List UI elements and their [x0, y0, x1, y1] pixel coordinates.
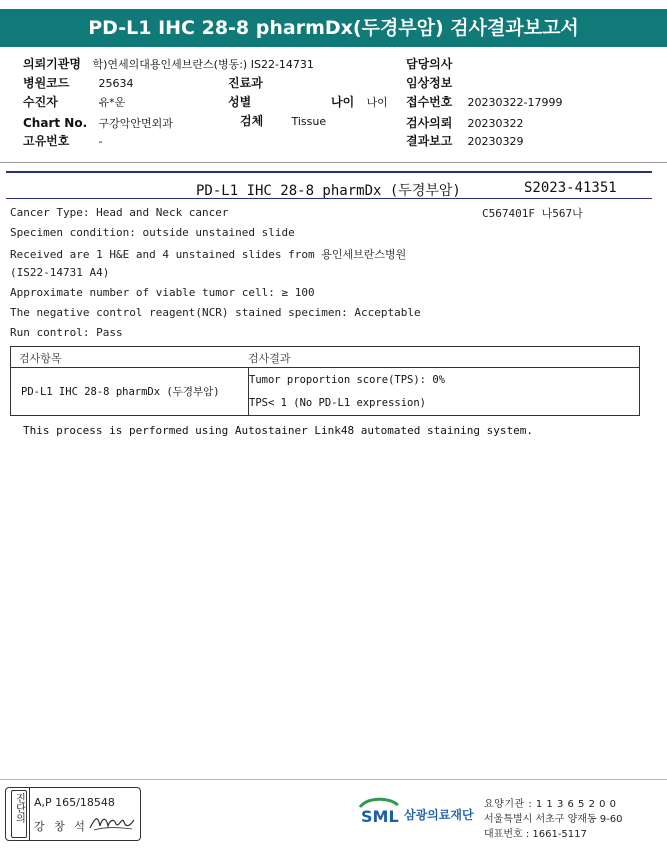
- stamp-label: [11, 790, 27, 838]
- chart-label: Chart No.: [23, 116, 88, 130]
- request-value: 20230322: [467, 117, 524, 130]
- dept-row: [228, 74, 266, 93]
- table-header-result: 검사결과: [248, 352, 291, 365]
- report-heading: PD-L1 IHC 28-8 pharmDx (두경부암): [196, 183, 461, 199]
- receipt-label: 접수번호: [406, 95, 453, 109]
- request-row: [406, 114, 524, 133]
- report-line: Cancer Type: Head and Neck cancer: [10, 206, 229, 219]
- doctor-label: 담당의사: [406, 57, 453, 71]
- sex-label: 성별: [228, 95, 252, 109]
- patient-value: 유*운: [98, 96, 126, 109]
- logo-text: SML: [361, 807, 399, 826]
- code-value: 25634: [98, 77, 134, 90]
- stamp-label-text: 진단의: [13, 793, 25, 823]
- stamp-separator: [29, 788, 30, 840]
- code-label: 병원코드: [23, 76, 70, 90]
- receipt-row: [406, 93, 562, 112]
- specimen-label: 검체: [240, 114, 264, 128]
- block-id: C567401F 나567나: [482, 207, 583, 220]
- report-date-value: 20230329: [467, 135, 524, 148]
- report-rule-bottom: [6, 198, 652, 199]
- report-line: The negative control reagent(NCR) stained specimen: Acceptable: [10, 306, 421, 319]
- report-date-row: [406, 132, 524, 151]
- header-divider: [0, 162, 667, 163]
- dept-label: 진료과: [228, 76, 263, 90]
- signature-icon: [88, 812, 136, 834]
- facility-number: 요양기관 : 1 1 3 6 5 2 0 0: [484, 799, 617, 810]
- clinical-row: [406, 74, 456, 93]
- result-table: [10, 346, 640, 416]
- sml-logo-icon: [358, 795, 400, 827]
- table-result-line2: TPS< 1 (No PD-L1 expression): [249, 397, 427, 409]
- chart-value: 구강악안면외과: [98, 117, 173, 130]
- report-date-label: 결과보고: [406, 134, 453, 148]
- stamp-license: A,P 165/18548: [34, 796, 115, 809]
- specimen-row: [240, 112, 326, 131]
- report-line: Run control: Pass: [10, 326, 123, 339]
- stamp-name: 강 창 석: [34, 820, 88, 833]
- org-phone: 대표번호 : 1661-5117: [484, 829, 587, 840]
- org-name: 삼광의료재단: [404, 808, 474, 822]
- id-row: [23, 132, 102, 151]
- chart-row: [23, 114, 173, 133]
- age-value: 나이: [366, 96, 388, 109]
- pathologist-stamp: [5, 787, 141, 841]
- id-label: 고유번호: [23, 134, 70, 148]
- specimen-value: Tissue: [291, 115, 327, 128]
- table-divider: [11, 367, 639, 368]
- age-row: [331, 93, 388, 112]
- receipt-value: 20230322-17999: [467, 96, 563, 109]
- report-title: PD-L1 IHC 28-8 pharmDx(두경부암) 검사결과보고서: [0, 9, 667, 47]
- table-header-item: 검사항목: [19, 352, 62, 365]
- hospital-label: 의뢰기관명: [23, 57, 81, 71]
- org-address: 서울특별시 서초구 양재동 9-60: [484, 814, 623, 825]
- report-number: S2023-41351: [524, 180, 617, 196]
- request-label: 검사의뢰: [406, 116, 453, 130]
- doctor-row: [406, 55, 456, 74]
- id-value: -: [98, 135, 103, 148]
- clinical-label: 임상정보: [406, 76, 453, 90]
- patient-row: [23, 93, 125, 112]
- report-line: Specimen condition: outside unstained slide: [10, 226, 295, 239]
- report-line: (IS22-14731 A4): [10, 266, 110, 279]
- sex-row: [228, 93, 255, 112]
- footer-divider: [0, 779, 667, 780]
- hospital-value: 학)연세의대용인세브란스(병동:) IS22-14731: [92, 58, 314, 71]
- patient-label: 수진자: [23, 95, 58, 109]
- code-row: [23, 74, 134, 93]
- age-label: 나이: [331, 95, 355, 109]
- report-line: Received are 1 H&E and 4 unstained slides from 용인세브란스병원: [10, 248, 407, 261]
- table-result-line1: Tumor proportion score(TPS): 0%: [249, 374, 445, 386]
- table-item-cell: PD-L1 IHC 28-8 pharmDx (두경부암): [21, 386, 220, 398]
- report-rule-top: [6, 171, 652, 173]
- process-note: This process is performed using Autostainer Link48 automated staining system.: [23, 424, 533, 437]
- hospital-row: [23, 55, 314, 74]
- report-line: Approximate number of viable tumor cell: ≥ 100: [10, 286, 315, 299]
